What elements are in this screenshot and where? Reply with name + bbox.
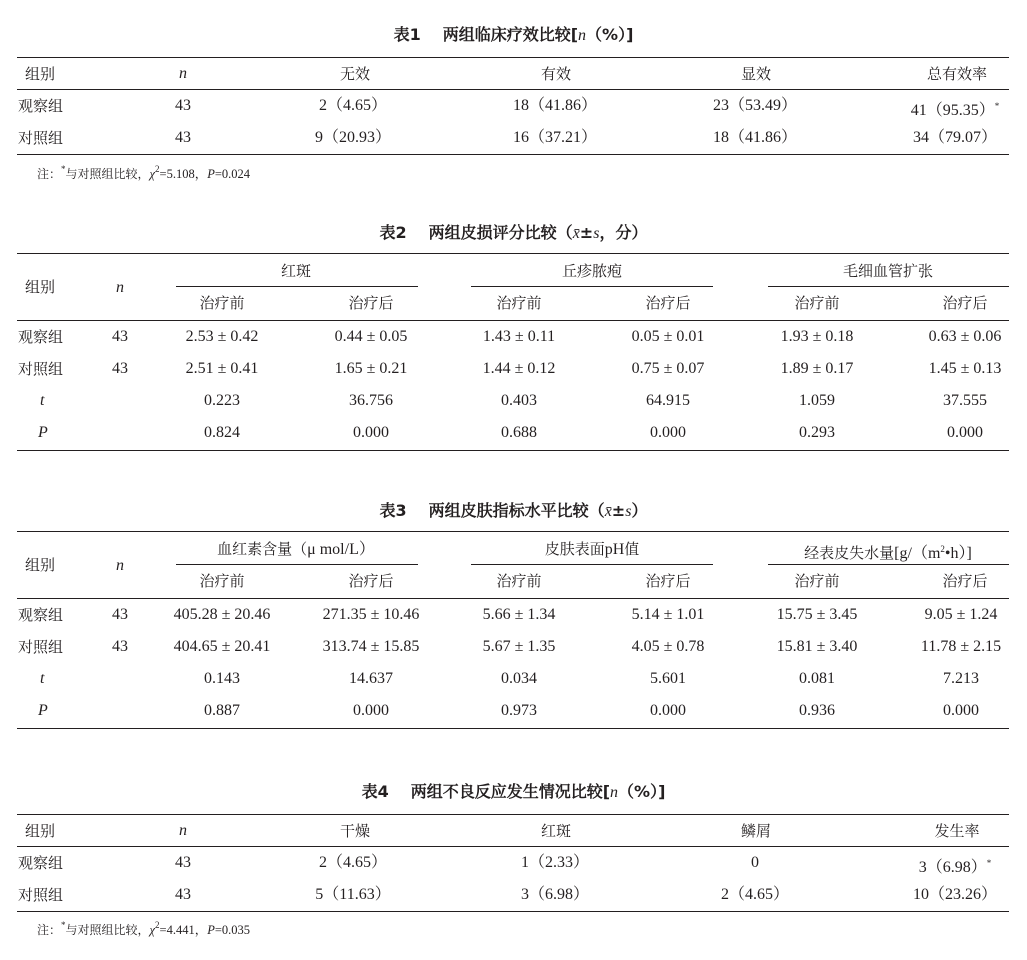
t3-header-n: n — [116, 557, 124, 574]
significance-mark: * — [994, 101, 1000, 111]
table-4-bottom-rule — [17, 911, 1009, 912]
t2-group-papule: 丘疹脓疱 — [561, 262, 623, 280]
t4-header-scaling: 鳞屑 — [740, 822, 772, 840]
table-3-top-rule — [17, 531, 1009, 532]
t3-span-rule-3 — [768, 564, 1009, 565]
table-4-header-rule — [17, 846, 1009, 847]
table-1-header-rule — [17, 89, 1009, 90]
t3-group-ph: 皮肤表面pH值 — [544, 540, 640, 558]
table-3-header-rule — [17, 598, 1009, 599]
table-4-title: 表4 两组不良反应发生情况比较[n（%）] — [361, 782, 666, 801]
t1-header-n: n — [179, 65, 187, 82]
table-1-note: 注：*与对照组比较，$\chi^2=5.108$，P=0.024 — [37, 164, 251, 181]
t3-header-group: 组别 — [25, 556, 56, 574]
t2-header-group: 组别 — [25, 278, 56, 296]
t3-group-tewl: 经表皮失水量$[g/(m^2•h)]$ — [804, 544, 972, 562]
table-1-title: 表1 两组临床疗效比较[n（%）] — [393, 25, 634, 44]
table-1-top-rule — [17, 57, 1009, 58]
t4-header-erythema: 红斑 — [540, 822, 572, 840]
table-2-title: 表2 两组皮损评分比较（x̄±s，分） — [379, 223, 648, 242]
t4-header-incidence: 发生率 — [934, 822, 980, 840]
table-2-header-rule — [17, 320, 1009, 321]
table-1-bottom-rule — [17, 154, 1009, 155]
t2-group-erythema: 红斑 — [280, 262, 312, 280]
t4-header-n: n — [179, 822, 187, 839]
t2-span-rule-2 — [471, 286, 713, 287]
t2-header-n: n — [116, 279, 124, 296]
significance-mark: * — [986, 858, 992, 868]
t1-header-none: 无效 — [339, 65, 371, 83]
t1-header-effective: 有效 — [540, 65, 572, 83]
t1-header-marked: 显效 — [740, 65, 772, 83]
table-2-top-rule — [17, 253, 1009, 254]
t2-span-rule-3 — [768, 286, 1009, 287]
t2-span-rule-1 — [176, 286, 418, 287]
table-4-top-rule — [17, 814, 1009, 815]
t4-header-dryness: 干燥 — [339, 822, 371, 840]
table-3-bottom-rule — [17, 728, 1009, 729]
t3-group-heme: 血红素含量（μ mol/L） — [217, 540, 375, 558]
table-3-title: 表3 两组皮肤指标水平比较（x̄±s） — [379, 501, 648, 520]
t4-header-group: 组别 — [25, 822, 56, 840]
t3-span-rule-1 — [176, 564, 418, 565]
t1-header-group: 组别 — [25, 65, 56, 83]
t3-span-rule-2 — [471, 564, 713, 565]
t1-header-total-rate: 总有效率 — [926, 65, 988, 83]
table-4-note: 注：*与对照组比较，$\chi^2=4.441$，P=0.035 — [37, 920, 251, 937]
table-2-bottom-rule — [17, 450, 1009, 451]
t2-group-telangiectasia: 毛细血管扩张 — [842, 262, 934, 280]
